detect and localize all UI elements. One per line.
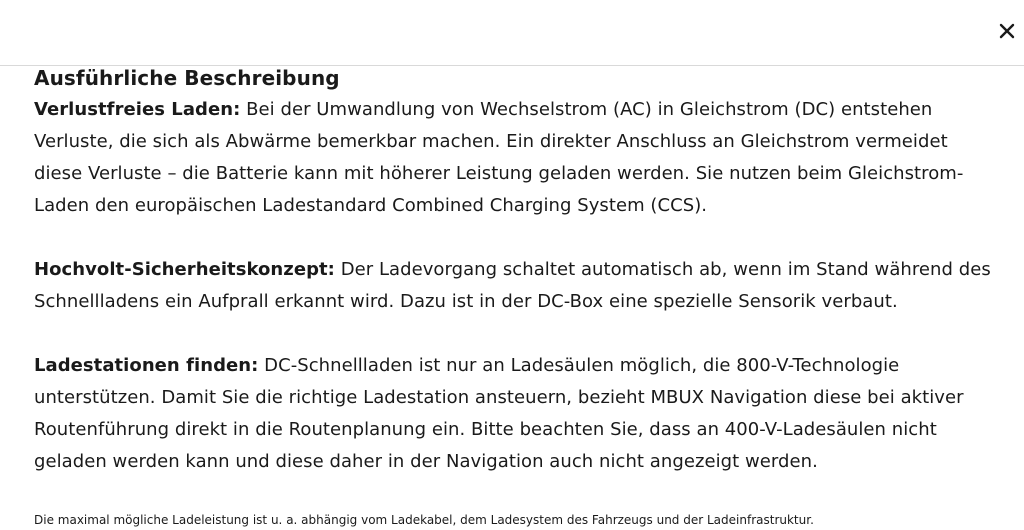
section-title: Ausführliche Beschreibung — [34, 66, 340, 90]
paragraph-heading: Ladestationen finden: — [34, 355, 259, 376]
close-button[interactable] — [994, 18, 1020, 44]
modal-header — [0, 0, 1024, 66]
paragraph-heading: Verlustfreies Laden: — [34, 99, 241, 120]
close-icon — [994, 18, 1020, 44]
paragraph-text: Bei der Umwandlung von Wechselstrom (AC) in Gleichstrom (DC) entstehen Verluste, die sich als Abwärme bemerkbar machen. Ein direkter Anschluss an Gleichstrom vermeidet diese Verluste – die Batterie kann mit höherer Leistung geladen werden. Sie nutzen beim Gleichstrom-Laden den europäischen Ladestandard Combined Charging System (CCS). — [34, 99, 964, 216]
paragraph-verlustfreies-laden — [34, 94, 994, 222]
paragraph-heading: Hochvolt-Sicherheitskonzept: — [34, 259, 335, 280]
footnote: Die maximal mögliche Ladeleistung ist u. a. abhängig vom Ladekabel, dem Ladesystem des Fahrzeugs und der Ladeinfrastruktur. — [34, 513, 814, 527]
paragraph-ladestationen-finden — [34, 350, 994, 478]
paragraph-hochvolt-sicherheitskonzept — [34, 254, 994, 318]
paragraph-text: DC-Schnellladen ist nur an Ladesäulen möglich, die 800-V-Technologie unterstützen. Damit Sie die richtige Ladestation ansteuern, bezieht MBUX Navigation diese bei aktiver Routenführung direkt in die Routenplanung ein. Bitte beachten Sie, dass an 400-V-Ladesäulen nicht geladen werden kann und diese daher in der Navigation auch nicht angezeigt werden. — [34, 355, 964, 472]
description-content — [34, 64, 994, 478]
paragraph-text: Der Ladevorgang schaltet automatisch ab, wenn im Stand während des Schnellladens ein Aufprall erkannt wird. Dazu ist in der DC-Box eine spezielle Sensorik verbaut. — [34, 259, 991, 312]
